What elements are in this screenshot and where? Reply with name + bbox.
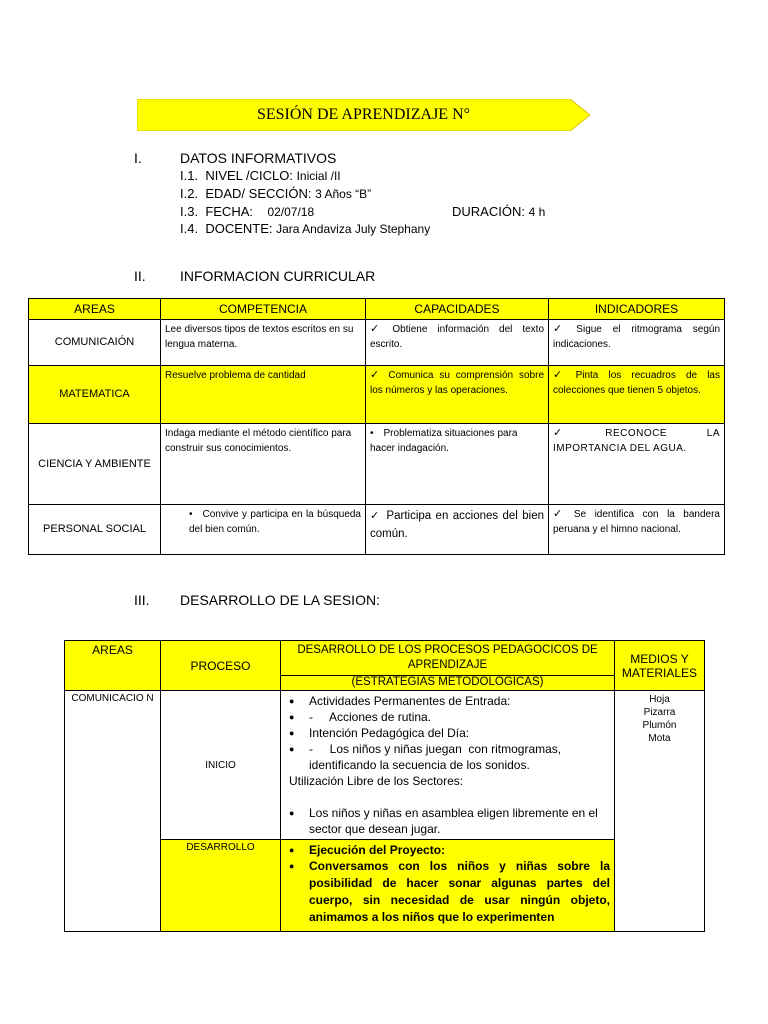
- list-item: ● Ejecución del Proyecto:: [285, 842, 610, 858]
- bullet-icon: [189, 509, 203, 520]
- info-row-edad: I.2. EDAD/ SECCIÓN: 3 Años “B”: [180, 186, 372, 201]
- list-item: ● - Acciones de rutina.: [285, 709, 610, 725]
- area-cell: CIENCIA Y AMBIENTE: [29, 424, 161, 505]
- dev-area-cell: COMUNICACIO N: [65, 691, 161, 932]
- area-cell: MATEMATICA: [29, 366, 161, 424]
- session-title: SESIÓN DE APRENDIZAJE N°: [256, 106, 471, 123]
- dev-header-medios: MEDIOS Y MATERIALES: [615, 641, 705, 691]
- indicador-cell: ✓ Pinta los recuadros de las colecciones que tienen 5 objetos.: [549, 366, 725, 424]
- info-row-nivel: I.1. NIVEL /CICLO: Inicial /II: [180, 168, 341, 183]
- section2-number: II.: [134, 268, 146, 284]
- section1-title: DATOS INFORMATIVOS: [180, 150, 337, 166]
- section3-number: III.: [134, 592, 150, 608]
- section3-title: DESARROLLO DE LA SESION:: [180, 592, 380, 608]
- competencia-cell: Indaga mediante el método científico para construir sus conocimientos.: [161, 424, 366, 505]
- check-icon: [370, 370, 388, 381]
- check-icon: [553, 370, 576, 381]
- info-row-fecha: I.3. FECHA: 02/07/18: [180, 204, 315, 219]
- table-row: [29, 366, 725, 424]
- info-row-docente: I.4. DOCENTE: Jara Andaviza July Stephany: [180, 221, 431, 236]
- table-row: [29, 320, 725, 366]
- list-item: ● Intención Pedagógica del Día:: [285, 725, 610, 741]
- section1-number: I.: [134, 150, 142, 166]
- check-icon: [370, 510, 386, 522]
- indicador-cell: ✓ RECONOCE LA IMPORTANCIA DEL AGUA.: [549, 424, 725, 505]
- material-item: Mota: [648, 733, 671, 744]
- dev-header-proceso: PROCESO: [161, 641, 281, 691]
- desarrollo-strategies: [281, 840, 615, 932]
- material-item: Hoja: [649, 694, 670, 705]
- section2-title: INFORMACION CURRICULAR: [180, 268, 376, 284]
- curricular-table: [28, 298, 725, 555]
- dev-header-desarrollo: DESARROLLO DE LOS PROCESOS PEDAGOCICOS DE APRENDIZAJE: [281, 641, 615, 676]
- indicador-cell: ✓ Se identifica con la bandera peruana y el himno nacional.: [549, 505, 725, 555]
- dev-header-row: [65, 641, 705, 676]
- competencia-cell: Resuelve problema de cantidad: [161, 366, 366, 424]
- check-icon: [370, 324, 392, 335]
- curricular-header-row: [29, 299, 725, 320]
- capacidad-cell: ✓ Comunica su comprensión sobre los números y las operaciones.: [366, 366, 549, 424]
- header-areas: AREAS: [29, 299, 161, 320]
- capacidad-cell: ✓ Obtiene información del texto escrito.: [366, 320, 549, 366]
- area-cell: COMUNICAIÓN: [29, 320, 161, 366]
- inicio-strategies: [281, 691, 615, 840]
- list-item: ● Conversamos con los niños y niñas sobre la posibilidad de hacer sonar algunas partes del cuerpo, sin necesidad de usar ningún objeto, animamos a los niños que lo experimenten: [285, 858, 610, 926]
- dev-header-estrategias: (ESTRATEGIAS METODOLÓGICAS): [281, 676, 615, 691]
- list-item: ● - Los niños y niñas juegan con ritmogramas, identificando la secuencia de los sonidos.: [285, 741, 610, 773]
- capacidad-cell: • Problematiza situaciones para hacer indagación.: [366, 424, 549, 505]
- competencia-cell: • Convive y participa en la búsqueda del bien común.: [161, 505, 366, 555]
- check-icon: [553, 509, 574, 520]
- material-item: Pizarra: [643, 707, 676, 718]
- header-capacidades: CAPACIDADES: [366, 299, 549, 320]
- area-cell: PERSONAL SOCIAL: [29, 505, 161, 555]
- table-row: [65, 691, 705, 840]
- material-item: Plumón: [642, 720, 677, 731]
- header-competencia: COMPETENCIA: [161, 299, 366, 320]
- bullet-icon: [370, 428, 384, 439]
- capacidad-cell: ✓ Participa en acciones del bien común.: [366, 505, 549, 555]
- session-development-table: [64, 640, 705, 932]
- list-item: Utilización Libre de los Sectores:: [289, 774, 464, 788]
- list-item: ● Actividades Permanentes de Entrada:: [285, 693, 610, 709]
- table-row: [65, 840, 705, 932]
- dev-header-areas: AREAS: [65, 641, 161, 691]
- materiales-cell: [615, 691, 705, 932]
- proceso-desarrollo: DESARROLLO: [161, 840, 281, 932]
- indicador-cell: ✓ Sigue el ritmograma según indicaciones.: [549, 320, 725, 366]
- title-banner: [137, 99, 590, 131]
- header-indicadores: INDICADORES: [549, 299, 725, 320]
- info-duracion: DURACIÓN: 4 h: [452, 204, 546, 219]
- table-row: [29, 424, 725, 505]
- proceso-inicio: INICIO: [161, 691, 281, 840]
- check-icon: [553, 324, 576, 335]
- table-row: [29, 505, 725, 555]
- list-item: ● Los niños y niñas en asamblea eligen libremente en el sector que desean jugar.: [285, 805, 610, 837]
- check-icon: [553, 428, 605, 439]
- competencia-cell: Lee diversos tipos de textos escritos en su lengua materna.: [161, 320, 366, 366]
